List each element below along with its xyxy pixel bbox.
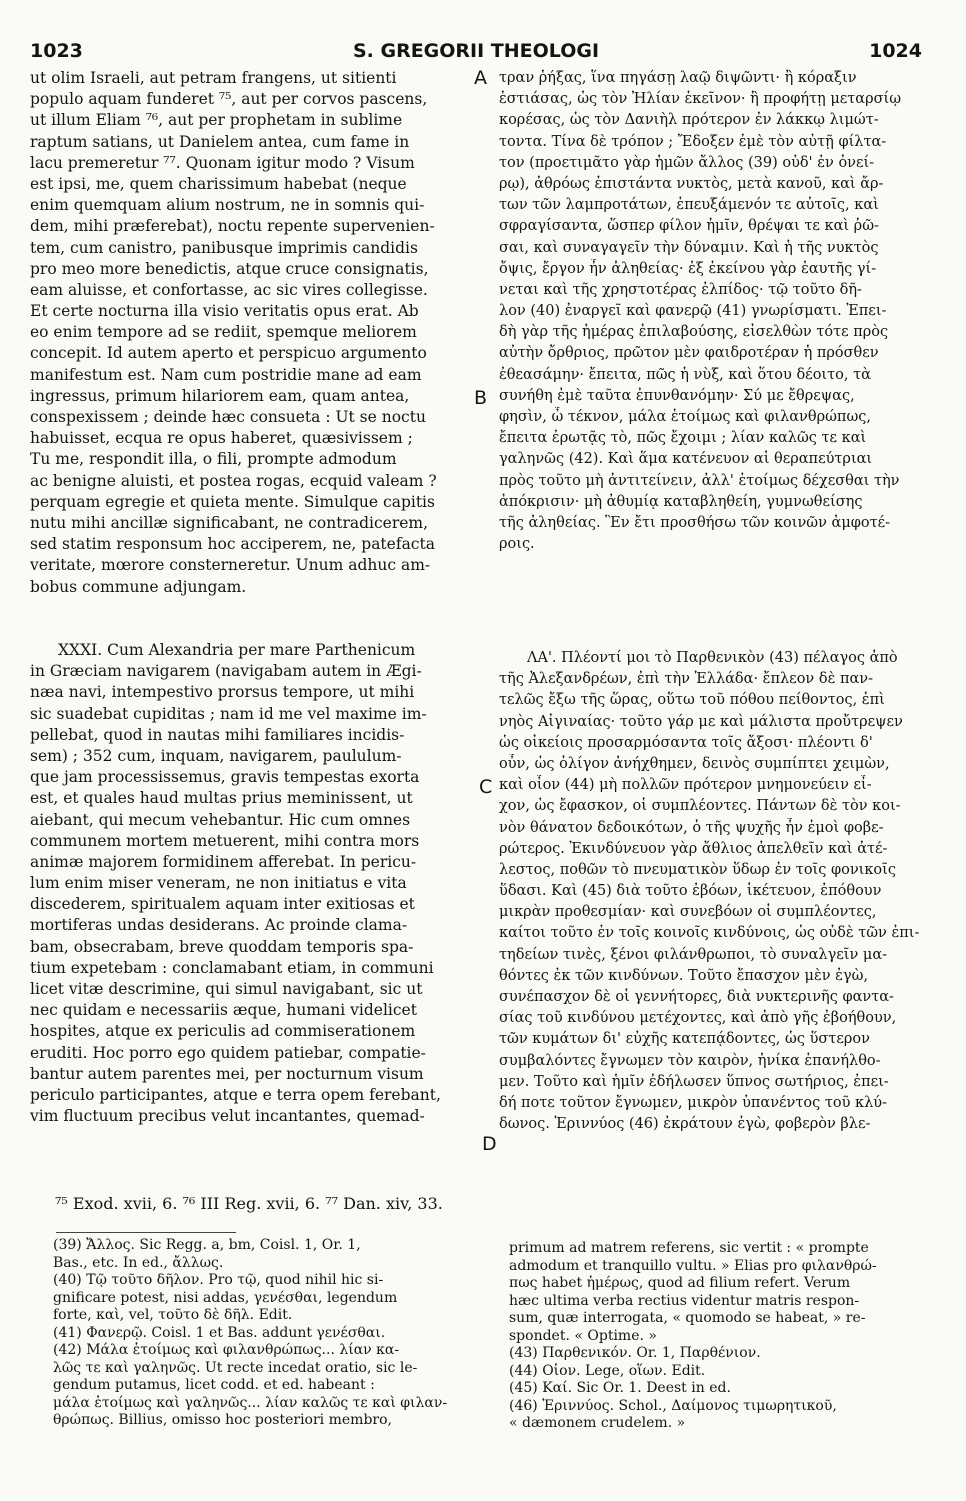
text-line: licet vitæ descrimine, qui simul navigabant, sic ut: [30, 980, 423, 998]
text-line: concepit. Id autem aperto et perspicuo argumento: [30, 344, 427, 363]
text-line: enim quemquam alium nostrum, ne in somnis qui-: [30, 196, 425, 215]
text-line: vim fluctuum precibus velut incantantes, quemad-: [30, 1107, 425, 1126]
text-line: gnificare potest, nisi addas, γενέσθαι, legendum: [53, 1289, 398, 1306]
text-line: populo aquam funderet ⁷⁵, aut per corvos pascens,: [30, 90, 428, 109]
text-line: νὸν θάνατον δεδοικότων, ὁ τῆς ψυχῆς ἦν ἐμοὶ φοβε-: [499, 819, 884, 836]
text-line: admodum et tranquillo vultu. » Elias pro φιλανθρώ-: [509, 1257, 877, 1274]
text-line: τον (προετιμᾶτο γὰρ ἡμῶν ἄλλος (39) οὐδ' ἐν ὀνεί-: [499, 154, 875, 171]
text-line: ρῳ), ἀθρόως ἐπιστάντα νυκτὸς, μετὰ κανοῦ, καὶ ἄρ-: [499, 175, 884, 192]
text-line: πρὸς τοῦτο μὴ ἀντιτείνειν, ἀλλ' ἑτοίμως δέχεσθαι τὴν: [499, 472, 900, 489]
text-line: spondet. « Optime. »: [509, 1327, 657, 1344]
text-line: ὄψις, ἔργον ἦν ἀληθείας· ἐξ ἐκείνου γὰρ ἑαυτῆς γί-: [499, 260, 877, 277]
text-line: est, et quales haud multas prius meminissent, ut: [30, 789, 413, 808]
text-line: communem mortem metuerent, mihi contra mors: [30, 831, 420, 850]
text-line: μεν. Τοῦτο καὶ ἡμῖν ἐδήλωσεν ὕπνος σωτήριος, ἐπει-: [499, 1073, 889, 1090]
text-line: χον, ὡς ἔφασκον, οἱ συμπλέοντες. Πάντων δὲ τὸν κοι-: [499, 798, 901, 815]
text-line: οὖν, ὡς ὀλίγον ἀνήχθημεν, δεινὸς συμπίπτει χειμὼν,: [499, 755, 890, 772]
text-line: ἀπόκρισιν· μὴ ἀθυμίᾳ καταβληθείη, γυμνωθείσης: [499, 493, 863, 510]
text-line: πως habet ἡμέρως, quod ad filium refert. Verum: [509, 1275, 851, 1291]
text-line: γαληνῶς (42). Καὶ ἅμα κατένευον αἱ θεραπεύτριαι: [499, 451, 873, 468]
text-line: veritate, mœrore consterneretur. Unum adhuc am-: [30, 556, 431, 575]
text-line: sic suadebat cupiditas ; nam id me vel maxime im-: [30, 704, 427, 723]
text-line: tem, cum canistro, panibusque imprimis candidis: [30, 238, 418, 257]
text-line: ut illum Eliam ⁷⁶, aut per prophetam in sublime: [30, 111, 403, 130]
text-line: (39) Ἄλλος. Sic Regg. a, bm, Coisl. 1, Or. 1,: [53, 1237, 361, 1253]
text-line: (44) Οἷον. Lege, οἵων. Edit.: [509, 1362, 706, 1379]
text-line: est ipsi, me, quem charissimum habebat (neque: [30, 174, 407, 193]
text-line: τελῶς ἔξω τῆς ὥρας, οὕτω τοῦ πόθου πείθοντος, ἐπὶ: [499, 692, 885, 709]
footnotes-right: [509, 1240, 933, 1433]
text-line: ροις.: [499, 536, 535, 553]
text-line: XXXI. Cum Alexandria per mare Parthenicum: [58, 641, 416, 659]
text-line: sem) ; 352 cum, inquam, navigarem, paululum-: [30, 746, 402, 765]
text-line: tium expetebam : conclamabant etiam, in communi: [30, 958, 434, 977]
text-line: nec quidam e necessariis æque, humani videlicet: [30, 1001, 417, 1020]
text-line: primum ad matrem referens, sic vertit : « prompte: [509, 1240, 869, 1256]
running-title: S. GREGORII THEOLOGI: [352, 40, 600, 62]
text-line: lum enim miser veneram, ne non initiatus e vita: [30, 874, 407, 893]
text-line: bam, obsecrabam, breve quoddam temporis spa-: [30, 937, 414, 956]
text-line: δωνος. Ἐριννύος (46) ἐκράτουν ἐγὼ, φοβερὸν βλε-: [499, 1116, 871, 1133]
text-line: ὡς οἰκείοις προσαρμόσαντα τοῖς ἄξοσι· πλέοντι δ': [499, 734, 873, 751]
text-line: (45) Καί. Sic Or. 1. Deest in ed.: [509, 1380, 731, 1396]
page-number-left: 1023: [30, 40, 83, 62]
text-line: φησὶν, ὦ τέκνον, μάλα ἑτοίμως καὶ φιλανθρώπως,: [499, 409, 872, 425]
text-line: ac benigne aluisti, et postea rogas, ecquid valeam ?: [30, 471, 437, 490]
text-line: σίας τοῦ κινδύνου μετέχοντες, καὶ ἀπὸ γῆς ἐβοήθουν,: [499, 1010, 897, 1027]
text-line: Tu me, respondit illa, o fili, prompte admodum: [30, 450, 397, 469]
text-line: bantur autem parentes mei, per nocturnum visum: [30, 1064, 424, 1083]
text-line: pellebat, quod in nautas mihi familiares incidis-: [30, 725, 405, 744]
text-line: ἑστιάσας, ὡς τὸν Ἠλίαν ἐκεῖνον· ἢ προφήτῃ μεταρσίῳ: [499, 91, 902, 108]
text-line: καὶ οἷον (44) μὴ πολλῶν πρότερον μνημονεύειν εἶ-: [499, 777, 872, 794]
margin-marker-c: C: [479, 776, 493, 798]
scripture-references: ⁷⁵ Exod. xvii, 6. ⁷⁶ III Reg. xvii, 6. ⁷⁷ Dan. xiv, 33.: [55, 1194, 443, 1213]
margin-marker-d: D: [482, 1133, 497, 1155]
text-line: σαι, καὶ συναγαγεῖν τὴν δύναμιν. Καὶ ἡ τῆς νυκτὸς: [499, 239, 879, 256]
text-line: eo enim tempore ad se rediit, spemque meliorem: [30, 323, 417, 342]
text-line: νηὸς Αἰγιναίας· τοῦτο γάρ με καὶ μάλιστα προὔτρεψεν: [499, 713, 903, 730]
text-line: τῶν κυμάτων δι' εὐχῆς κατεπᾴδοντες, ὡς ὕστερον: [499, 1031, 870, 1048]
text-line: næa navi, intempestivo prorsus tempore, ut mihi: [30, 683, 415, 702]
text-line: σφραγίσαντα, ὥσπερ φίλον ἡμῖν, θρέψαι τε καὶ ῥῶ-: [499, 218, 879, 235]
text-line: των τῶν λαμπροτάτων, ἐπευξάμενόν τε αὐτοῖς, καὶ: [499, 197, 879, 214]
text-line: αὐτὴν ὄρθριος, πρῶτον μὲν φαιδροτέραν ἡ πρόσθεν: [499, 345, 879, 362]
text-line: aiebant, qui mecum vehebantur. Hic cum omnes: [30, 810, 411, 829]
text-line: manifestum est. Nam cum postridie mane ad eam: [30, 365, 422, 384]
text-line: δὴ γὰρ τῆς ἡμέρας ἐπιλαβούσης, εἰσελθὼν τότε πρὸς: [499, 324, 889, 341]
text-line: δή ποτε τοῦτον ἔγνωμεν, μικρὸν ὑπανέντος τοῦ κλύ-: [499, 1094, 887, 1111]
text-line: (43) Παρθενικόν. Or. 1, Παρθένιον.: [509, 1345, 761, 1361]
text-line: τραν ῥήξας, ἵνα πηγάσῃ λαῷ διψῶντι· ἢ κόραξιν: [499, 70, 857, 86]
footnotes-left: [53, 1237, 473, 1430]
footnote-divider: [56, 1232, 236, 1233]
text-line: θρώπως. Billius, omisso hoc posteriori membro,: [53, 1412, 392, 1428]
margin-marker-a: A: [474, 67, 487, 89]
text-line: eam aluisse, et confortasse, ac sic vires collegisse.: [30, 280, 428, 299]
text-line: animæ majorem formidinem afferebat. In pericu-: [30, 852, 417, 871]
text-line: (46) Ἐριννύος. Schol., Δαίμονος τιμωρητικοῦ,: [509, 1397, 837, 1414]
text-line: periculo participantes, atque e terra opem ferebant,: [30, 1085, 441, 1104]
text-line: discederem, spiritualem aquam inter exitiosas et: [30, 895, 415, 914]
text-line: ἐθεασάμην· ἔπειτα, πῶς ἡ νὺξ, καὶ ὅτου δέοιτο, τὰ: [499, 366, 871, 383]
text-line: νεται καὶ τῆς χρηστοτέρας ἐλπίδος· τῷ τοῦτο δῆ-: [499, 281, 862, 298]
text-line: forte, καὶ, vel, τοῦτο δὲ δῆλ. Edit.: [53, 1307, 293, 1323]
text-line: κορέσας, ὡς τὸν Δανιὴλ πρότερον ἐν λάκκῳ λιμώτ-: [499, 112, 879, 129]
text-line: συμβαλόντες ἔγνωμεν τὸν καιρὸν, ἡνίκα ἐπανήλθο-: [499, 1052, 881, 1069]
text-line: sum, quæ interrogata, « quomodo se habeat, » re-: [509, 1310, 866, 1326]
text-line: dem, mihi præferebat), noctu repente supervenien-: [30, 217, 435, 236]
text-line: ΛΑ'. Πλέοντί μοι τὸ Παρθενικὸν (43) πέλαγος ἀπὸ: [527, 650, 898, 666]
text-line: τηδείων τινὲς, ξένοι φιλάνθρωποι, τὸ συναλγεῖν μα-: [499, 946, 888, 963]
text-line: hospites, atque ex periculis ad commiserationem: [30, 1022, 416, 1041]
text-line: μάλα ἑτοίμως καὶ γαληνῶς... λίαν καλῶς τε καὶ φιλαν-: [53, 1394, 448, 1411]
text-line: in Græciam navigarem (navigabam autem in Ægi-: [30, 662, 422, 681]
text-line: συνήθη ἐμὲ ταῦτα ἐπυνθανόμην· Σύ με ἔθρεψας,: [499, 387, 855, 404]
text-line: τῆς Ἀλεξανδρέων, ἐπὶ τὴν Ἑλλάδα· ἔπλεον δὲ παν-: [499, 671, 873, 688]
text-line: ingressus, primum hilariorem eam, quam antea,: [30, 386, 410, 405]
text-line: perquam egregie et quieta mente. Simulque capitis: [30, 492, 435, 511]
text-line: λον (40) ἐναργεῖ καὶ φανερῷ (41) γνωρίσματι. Ἐπει-: [499, 303, 887, 320]
text-line: λῶς τε καὶ γαληνῶς. Ut recte incedat oratio, sic le-: [53, 1359, 418, 1376]
text-line: conspexissem ; deinde hæc consueta : Ut se noctu: [30, 408, 426, 426]
greek-column-top: [499, 68, 925, 555]
text-line: (40) Τῷ τοῦτο δῆλον. Pro τῷ, quod nihil hic si-: [53, 1272, 384, 1288]
text-line: sed statim responsum hoc acciperem, ne, patefacta: [30, 535, 435, 554]
text-line: (41) Φανερῷ. Coisl. 1 et Bas. addunt γενέσθαι.: [53, 1324, 386, 1341]
latin-column-bottom: [30, 640, 472, 1127]
text-line: ἔπειτα ἐρωτᾷς τὸ, πῶς ἔχοιμι ; λίαν καλῶς τε καὶ: [499, 430, 867, 447]
text-line: nutu mihi ancillæ significabant, ne contradicerem,: [30, 513, 429, 532]
text-line: hæc ultima verba rectius videntur matris respon-: [509, 1292, 860, 1309]
text-line: ὕδασι. Καὶ (45) διὰ τοῦτο ἐβόων, ἱκέτευον, ἐπόθουν: [499, 883, 882, 900]
greek-column-bottom: [499, 648, 925, 1135]
text-line: mortiferas undas desiderans. Ac proinde clama-: [30, 916, 408, 935]
text-line: gendum putamus, licet codd. et ed. habeant :: [53, 1377, 375, 1393]
text-line: μικρὰν προθεσμίαν· καὶ συνεβόων οἱ συμπλέοντες,: [499, 904, 877, 921]
text-line: raptum satians, ut Danielem antea, cum fame in: [30, 132, 410, 151]
text-line: Bas., etc. In ed., ἄλλως.: [53, 1254, 224, 1271]
text-line: pro meo more benedictis, atque cruce consignatis,: [30, 259, 429, 278]
text-line: Et certe nocturna illa visio veritatis opus erat. Ab: [30, 302, 419, 321]
text-line: eruditi. Hoc porro ego quidem patiebar, compatie-: [30, 1043, 426, 1062]
text-line: λεστος, ποθῶν τὸ πνευματικὸν ὕδωρ ἐν τοῖς φονικοῖς: [499, 861, 896, 878]
text-line: (42) Μάλα ἑτοίμως καὶ φιλανθρώπως... λίαν κα-: [53, 1342, 400, 1358]
text-line: θόντες ἐκ τῶν κινδύνων. Τοῦτο ἔπασχον μὲν ἐγὼ,: [499, 967, 869, 984]
text-line: συνέπασχον δὲ οἱ γεννήτορες, διὰ νυκτερινῆς φαντα-: [499, 989, 894, 1005]
page-number-right: 1024: [869, 40, 922, 62]
text-line: « dæmonem crudelem. »: [509, 1415, 686, 1431]
text-line: lacu premeretur ⁷⁷. Quonam igitur modo ? Visum: [30, 153, 415, 172]
text-line: ut olim Israeli, aut petram frangens, ut sitienti: [30, 69, 397, 87]
text-line: ρώτερος. Ἐκινδύνευον γὰρ ἄθλιος ἀπελθεῖν καὶ ἀτέ-: [499, 840, 888, 857]
text-line: τῆς ἀληθείας. Ἓν ἔτι προσθήσω τῶν κοινῶν ἀμφοτέ-: [499, 514, 891, 531]
text-line: que jam processissemus, gravis tempestas exorta: [30, 768, 420, 787]
text-line: bobus commune adjungam.: [30, 577, 247, 596]
text-line: habuisset, ecqua re opus haberet, quæsivissem ;: [30, 429, 413, 448]
latin-column-top: [30, 68, 472, 598]
margin-marker-b: B: [474, 387, 488, 409]
text-line: τοντα. Τίνα δὲ τρόπον ; Ἔδοξεν ἐμὲ τὸν αὐτῇ φίλτα-: [499, 133, 887, 150]
text-line: καίτοι τοῦτο ἐν τοῖς κοινοῖς κινδύνοις, ὡς οὐδὲ τῶν ἐπι-: [499, 925, 920, 942]
